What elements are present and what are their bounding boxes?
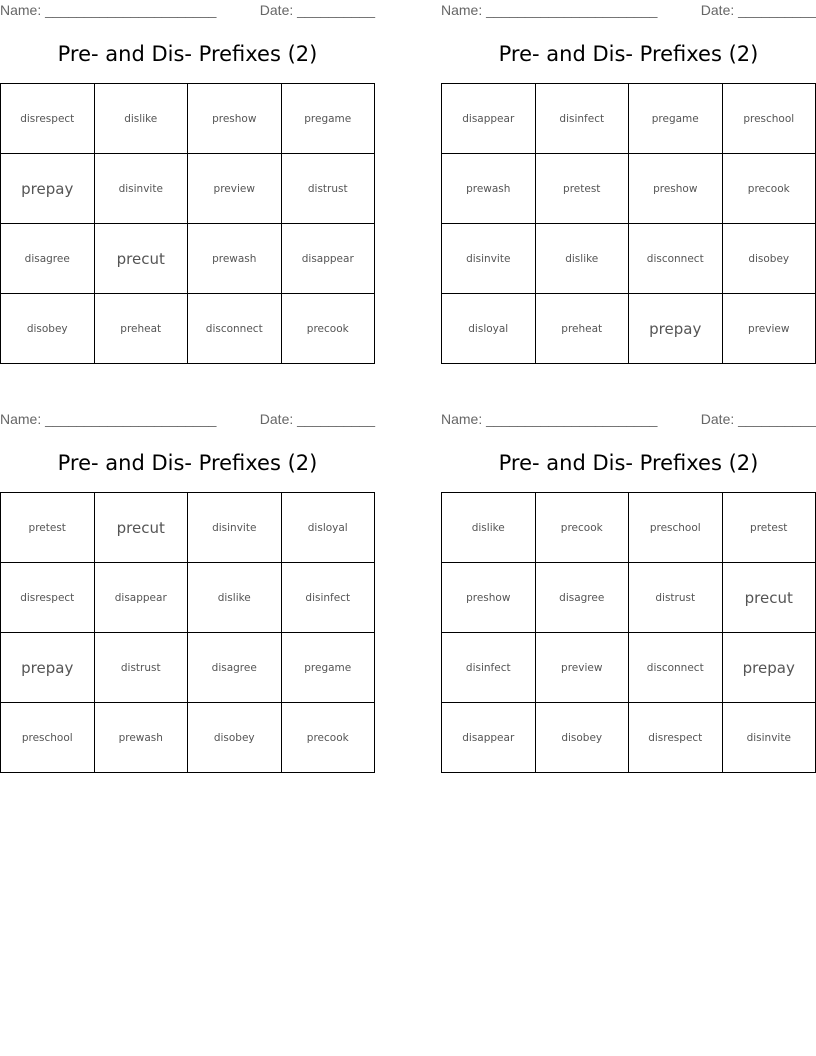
grid-cell: distrust — [629, 563, 723, 633]
grid-cell: disloyal — [442, 294, 536, 364]
date-field: Date: __________ — [259, 411, 375, 427]
grid-row — [1, 294, 375, 364]
grid-cell: preview — [535, 633, 629, 703]
grid-cell: disrespect — [1, 563, 95, 633]
grid-cell: distrust — [94, 633, 188, 703]
grid-cell: preshow — [442, 563, 536, 633]
bingo-grid — [0, 83, 375, 364]
grid-cell: preheat — [94, 294, 188, 364]
grid-cell: dislike — [535, 224, 629, 294]
grid-row — [442, 154, 816, 224]
grid-row — [1, 224, 375, 294]
grid-cell: preschool — [1, 703, 95, 773]
grid-cell: prepay — [1, 633, 95, 703]
card-header — [441, 409, 816, 431]
card-header — [0, 409, 375, 431]
grid-cell: disinfect — [442, 633, 536, 703]
grid-row — [1, 493, 375, 563]
name-field: Name: ______________________ — [441, 2, 658, 18]
grid-cell: preview — [722, 294, 816, 364]
grid-cell: precut — [94, 493, 188, 563]
card-title: Pre- and Dis- Prefixes (2) — [57, 42, 318, 66]
grid-cell: dislike — [94, 84, 188, 154]
name-field: Name: ______________________ — [0, 2, 217, 18]
grid-cell: disinvite — [94, 154, 188, 224]
grid-cell: pregame — [281, 633, 375, 703]
grid-row — [442, 563, 816, 633]
grid-cell: precook — [281, 703, 375, 773]
grid-cell: pregame — [281, 84, 375, 154]
grid-cell: disinfect — [535, 84, 629, 154]
grid-row — [1, 703, 375, 773]
grid-cell: preview — [188, 154, 282, 224]
card-title: Pre- and Dis- Prefixes (2) — [498, 42, 759, 66]
grid-cell: pregame — [629, 84, 723, 154]
bingo-card-3 — [0, 409, 375, 773]
grid-cell: disagree — [188, 633, 282, 703]
grid-cell: dislike — [188, 563, 282, 633]
grid-cell: disappear — [94, 563, 188, 633]
grid-cell: disconnect — [629, 224, 723, 294]
grid-cell: dislike — [442, 493, 536, 563]
grid-row — [1, 633, 375, 703]
card-header — [0, 0, 375, 22]
grid-cell: precut — [722, 563, 816, 633]
grid-cell: disconnect — [629, 633, 723, 703]
bingo-grid — [441, 492, 816, 773]
grid-row — [1, 154, 375, 224]
card-title: Pre- and Dis- Prefixes (2) — [498, 451, 759, 475]
grid-row — [1, 563, 375, 633]
grid-cell: disappear — [281, 224, 375, 294]
grid-cell: pretest — [722, 493, 816, 563]
grid-cell: prepay — [1, 154, 95, 224]
bingo-card-1 — [0, 0, 375, 364]
grid-row — [1, 84, 375, 154]
grid-cell: disobey — [188, 703, 282, 773]
grid-cell: disobey — [1, 294, 95, 364]
grid-cell: prewash — [94, 703, 188, 773]
card-title: Pre- and Dis- Prefixes (2) — [57, 451, 318, 475]
date-field: Date: __________ — [259, 2, 375, 18]
grid-cell: distrust — [281, 154, 375, 224]
grid-cell: precut — [94, 224, 188, 294]
grid-cell: disinvite — [442, 224, 536, 294]
date-field: Date: __________ — [700, 2, 816, 18]
grid-cell: precook — [281, 294, 375, 364]
grid-cell: prewash — [188, 224, 282, 294]
grid-cell: preschool — [722, 84, 816, 154]
name-field: Name: ______________________ — [441, 411, 658, 427]
grid-cell: preshow — [629, 154, 723, 224]
grid-cell: precook — [535, 493, 629, 563]
grid-cell: disconnect — [188, 294, 282, 364]
grid-cell: pretest — [1, 493, 95, 563]
grid-cell: precook — [722, 154, 816, 224]
grid-row — [442, 84, 816, 154]
grid-cell: prepay — [629, 294, 723, 364]
grid-cell: preshow — [188, 84, 282, 154]
bingo-card-4 — [441, 409, 816, 773]
grid-cell: disrespect — [1, 84, 95, 154]
bingo-grid — [0, 492, 375, 773]
grid-cell: disagree — [1, 224, 95, 294]
grid-row — [442, 224, 816, 294]
grid-cell: disinfect — [281, 563, 375, 633]
grid-cell: disappear — [442, 84, 536, 154]
grid-cell: disagree — [535, 563, 629, 633]
grid-row — [442, 633, 816, 703]
grid-cell: disinvite — [722, 703, 816, 773]
grid-row — [442, 493, 816, 563]
grid-cell: disappear — [442, 703, 536, 773]
grid-row — [442, 703, 816, 773]
card-header — [441, 0, 816, 22]
date-field: Date: __________ — [700, 411, 816, 427]
bingo-grid — [441, 83, 816, 364]
grid-cell: pretest — [535, 154, 629, 224]
grid-cell: prewash — [442, 154, 536, 224]
grid-cell: preschool — [629, 493, 723, 563]
grid-cell: disobey — [722, 224, 816, 294]
grid-cell: disinvite — [188, 493, 282, 563]
grid-cell: disobey — [535, 703, 629, 773]
grid-cell: preheat — [535, 294, 629, 364]
name-field: Name: ______________________ — [0, 411, 217, 427]
grid-cell: prepay — [722, 633, 816, 703]
grid-row — [442, 294, 816, 364]
grid-cell: disloyal — [281, 493, 375, 563]
bingo-card-2 — [441, 0, 816, 364]
grid-cell: disrespect — [629, 703, 723, 773]
